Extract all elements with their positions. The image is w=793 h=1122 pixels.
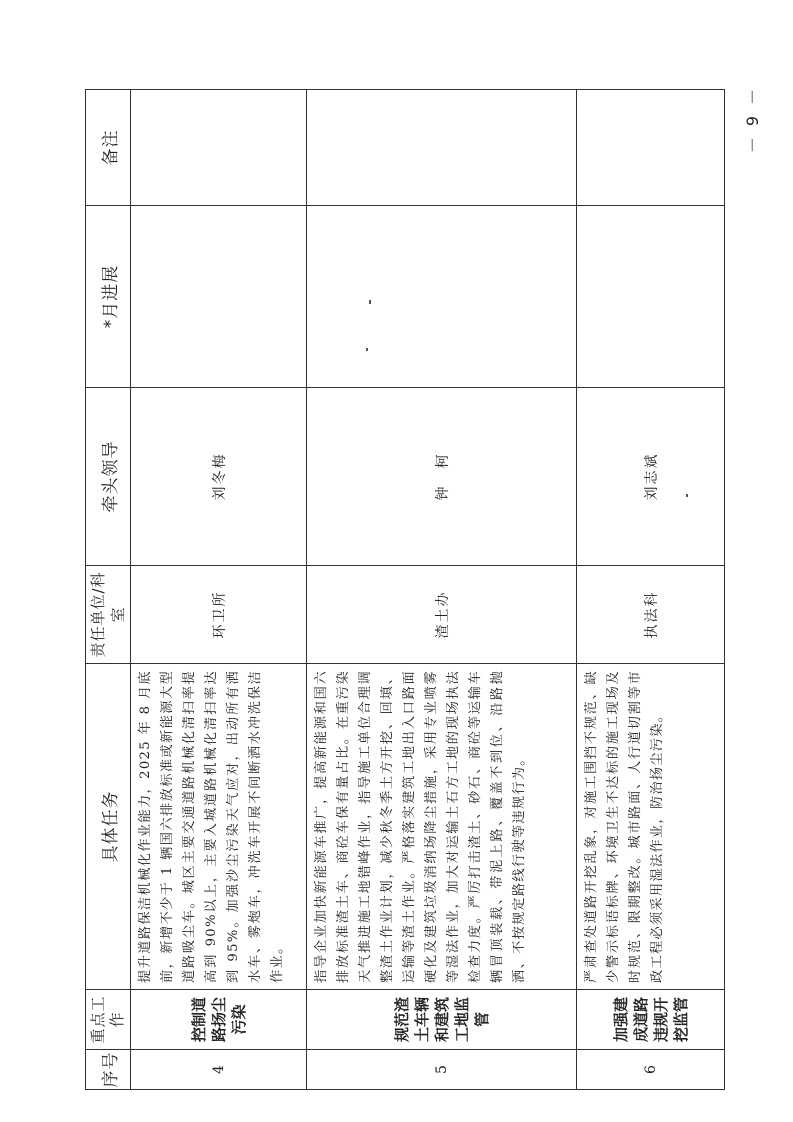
row-unit: 执法科 (577, 566, 725, 664)
row-seq: 6 (577, 1050, 725, 1090)
header-note: 备注 (86, 90, 131, 206)
row-note (131, 90, 307, 206)
scan-speck (366, 348, 368, 351)
scan-speck (369, 300, 371, 304)
header-task: 具体任务 (86, 664, 131, 990)
table-row (577, 90, 725, 1090)
header-unit: 责任单位/科室 (86, 566, 131, 664)
header-progress: *月进展 (86, 206, 131, 388)
row-unit: 环卫所 (131, 566, 307, 664)
row-progress (131, 206, 307, 388)
header-key-work: 重点工作 (86, 990, 131, 1050)
row-task: 指导企业加快新能源车推广，提高新能源和国六排放标准渣土车、商砼车保有量占比。在重污染天气推进施工地错峰作业，指导施工单位合理调整渣土作业计划，减少秋冬季土方开挖、回填、运输等渣土作业。严格落实建筑工地出入口路面硬化及建筑垃圾消纳场降尘措施，采用专业喷雾等湿法作业，加大对运输土石方工地的现场执法检查力度。严厉打击渣土、砂石、商砼等运输车辆冒顶装载、带泥上路、覆盖不到位、沿路抛洒、不按规定路线行驶等违规行为。 (307, 664, 577, 990)
header-seq: 序号 (86, 1050, 131, 1090)
row-task: 严肃查处道路开挖乱象，对施工围挡不规范、缺少警示标语标牌、环境卫生不达标的施工现场及时规范、限期整改。城市路面、人行道切割等市政工程必须采用湿法作业，防治扬尘污染。 (577, 664, 725, 990)
row-key-work: 加强建成道路违规开挖监管 (577, 990, 725, 1050)
task-table (85, 89, 725, 1090)
row-key-work: 规范渣土车辆和建筑工地监管 (307, 990, 577, 1050)
scan-speck (686, 494, 688, 497)
row-progress (577, 206, 725, 388)
row-note (307, 90, 577, 206)
header-leader: 牵头领导 (86, 388, 131, 566)
page-number: － 9 － (743, 85, 763, 154)
row-leader: 钟 柯 (307, 388, 577, 566)
row-leader: 刘志斌 (577, 388, 725, 566)
row-progress (307, 206, 577, 388)
row-note (577, 90, 725, 206)
row-leader: 刘冬梅 (131, 388, 307, 566)
row-seq: 4 (131, 1050, 307, 1090)
row-task: 提升道路保洁机械化作业能力，2025 年 8 月底前，新增不少于 1 辆国六排放标准或新能源大型道路吸尘车。城区主要交通道路机械化清扫率提高到 90%以上，主要入城道路机械化清扫率达到 95%。加强沙尘污染天气应对，出动所有洒水车、雾炮车，冲洗车开展不间断洒水冲洗保洁作业。 (131, 664, 307, 990)
table-row (131, 90, 307, 1090)
row-seq: 5 (307, 1050, 577, 1090)
row-key-work: 控制道路扬尘污染 (131, 990, 307, 1050)
header-row (86, 90, 131, 1090)
row-unit: 渣土办 (307, 566, 577, 664)
rotated-page (85, 90, 725, 1090)
table-row (307, 90, 577, 1090)
